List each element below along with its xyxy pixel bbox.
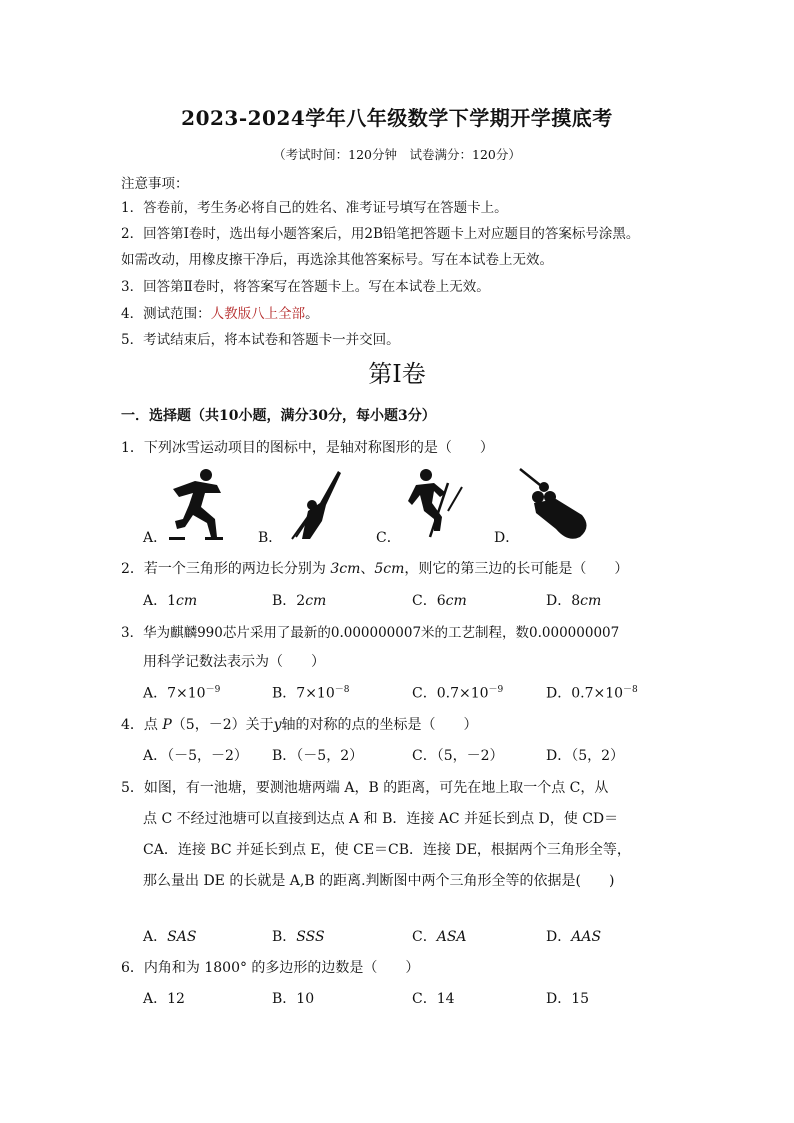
exam-info: （考试时间：120分钟 试卷满分：120分） — [273, 147, 521, 162]
q4-axis-y: y — [273, 717, 282, 733]
q2-stem-pre: 2．若一个三角形的两边长分别为 — [121, 561, 331, 577]
q2-a-unit: cm — [176, 593, 198, 609]
q2-side-2: 5cm — [374, 561, 405, 577]
note-1: 1．答卷前，考生务必将自己的姓名、准考证号填写在答题卡上。 — [121, 200, 508, 216]
q4-option-a: A．（－5，－2） — [143, 748, 248, 764]
q3-option-c — [412, 682, 503, 703]
q5-a-value: SAS — [167, 929, 197, 945]
q5-d-label: D． — [546, 929, 572, 945]
speed-skier-icon — [286, 467, 348, 543]
q3-stem-line2: 用科学记数法表示为（ ） — [143, 654, 325, 670]
q2-d-unit: cm — [580, 593, 602, 609]
q2-c-num: C．6 — [412, 593, 446, 609]
q2-option-c — [412, 590, 467, 610]
q4-option-d: D．（5，2） — [546, 748, 625, 764]
q3-stem-line1: 3．华为麒麟990芯片采用了最新的0.000000007米的工艺制程，数0.000000007 — [121, 625, 620, 641]
q3-a-base: A．7×10 — [143, 685, 206, 702]
note-3: 3．回答第Ⅱ卷时，将答案写在答题卡上。写在本试卷上无效。 — [121, 279, 490, 295]
note-4 — [121, 302, 319, 322]
note-4-suffix: 。 — [305, 306, 319, 322]
q3-b-base: B．7×10 — [272, 685, 335, 702]
page-title: 2023-2024学年八年级数学下学期开学摸底考 — [181, 106, 613, 130]
q1-stem: 1．下列冰雪运动项目的图标中，是轴对称图形的是（ ） — [121, 440, 494, 456]
q4-stem — [121, 714, 478, 734]
q4-stem-post: 轴的对称的点的坐标是（ ） — [281, 717, 478, 733]
q2-sep: 、 — [360, 561, 375, 577]
q4-option-c: C．（5，－2） — [412, 748, 504, 764]
q1-option-a: A． — [143, 530, 168, 546]
q5-c-label: C． — [412, 929, 437, 945]
q2-option-d — [546, 590, 601, 610]
q5-c-value: ASA — [436, 929, 467, 945]
section-title: 第Ⅰ卷 — [368, 360, 426, 388]
q5-stem-line2: 点 C 不经过池塘可以直接到达点 A 和 B．连接 AC 并延长到点 D，使 CD＝ — [143, 811, 619, 827]
q6-option-d: D．15 — [546, 991, 590, 1007]
q6-option-a: A．12 — [143, 991, 185, 1007]
q3-d-base: D．0.7×10 — [546, 685, 624, 702]
q4-stem-pre: 4．点 — [121, 717, 163, 733]
q3-a-exp: －9 — [205, 685, 221, 695]
q5-stem-line3: CA．连接 BC 并延长到点 E，使 CE＝CB．连接 DE，根据两个三角形全等， — [143, 842, 631, 858]
q5-stem-line1: 5．如图，有一池塘，要测池塘两端 A，B 的距离，可先在地上取一个点 C，从 — [121, 780, 609, 796]
curling-stone-icon — [516, 465, 596, 543]
note-2a: 2．回答第Ⅰ卷时，选出每小题答案后，用2B铅笔把答题卡上对应题目的答案标号涂黑。 — [121, 226, 640, 242]
q2-option-b — [272, 590, 326, 610]
part1-heading: 一．选择题（共10小题，满分30分，每小题3分） — [121, 408, 436, 424]
q4-option-b: B．（－5，2） — [272, 748, 364, 764]
test-scope: 人教版八上全部 — [210, 306, 306, 322]
q6-stem: 6．内角和为 1800° 的多边形的边数是（ ） — [121, 960, 420, 976]
q5-b-label: B． — [272, 929, 297, 945]
q1-option-c: C． — [376, 530, 401, 546]
q3-b-exp: －8 — [334, 685, 350, 695]
q4-point-p: P — [162, 717, 172, 733]
q1-option-d: D． — [494, 530, 520, 546]
notes-heading: 注意事项： — [121, 176, 189, 192]
q5-option-c — [412, 926, 467, 946]
q5-d-value: AAS — [571, 929, 602, 945]
q5-option-b — [272, 926, 325, 946]
q6-option-c: C．14 — [412, 991, 455, 1007]
alpine-skier-icon — [404, 467, 468, 543]
q1-option-b: B． — [258, 530, 283, 546]
q2-b-unit: cm — [305, 593, 327, 609]
note-4-prefix: 4．测试范围： — [121, 306, 211, 322]
q3-option-b — [272, 682, 349, 703]
q2-a-num: A．1 — [143, 593, 177, 609]
q3-option-d — [546, 682, 638, 703]
q3-c-exp: －9 — [488, 685, 504, 695]
q6-option-b: B．10 — [272, 991, 315, 1007]
q2-b-num: B．2 — [272, 593, 306, 609]
q2-stem-post: ，则它的第三边的长可能是（ ） — [404, 561, 629, 577]
note-5: 5．考试结束后，将本试卷和答题卡一并交回。 — [121, 332, 400, 348]
q4-stem-mid: （5，－2）关于 — [171, 717, 274, 733]
q5-b-value: SSS — [296, 929, 325, 945]
q2-stem — [121, 558, 628, 578]
q5-stem-line4: 那么量出 DE 的长就是 A,B 的距离.判断图中两个三角形全等的依据是( ) — [143, 873, 615, 889]
q5-option-d — [546, 926, 601, 946]
q2-c-unit: cm — [445, 593, 467, 609]
q2-option-a — [143, 590, 197, 610]
note-2b: 如需改动，用橡皮擦干净后，再选涂其他答案标号。写在本试卷上无效。 — [121, 252, 553, 268]
q3-option-a — [143, 682, 220, 703]
q5-option-a — [143, 926, 196, 946]
q3-c-base: C．0.7×10 — [412, 685, 489, 702]
q3-d-exp: －8 — [623, 685, 638, 695]
q2-side-1: 3cm — [330, 561, 361, 577]
q2-d-num: D．8 — [546, 593, 581, 609]
skater-icon — [165, 465, 227, 543]
q5-a-label: A． — [143, 929, 168, 945]
